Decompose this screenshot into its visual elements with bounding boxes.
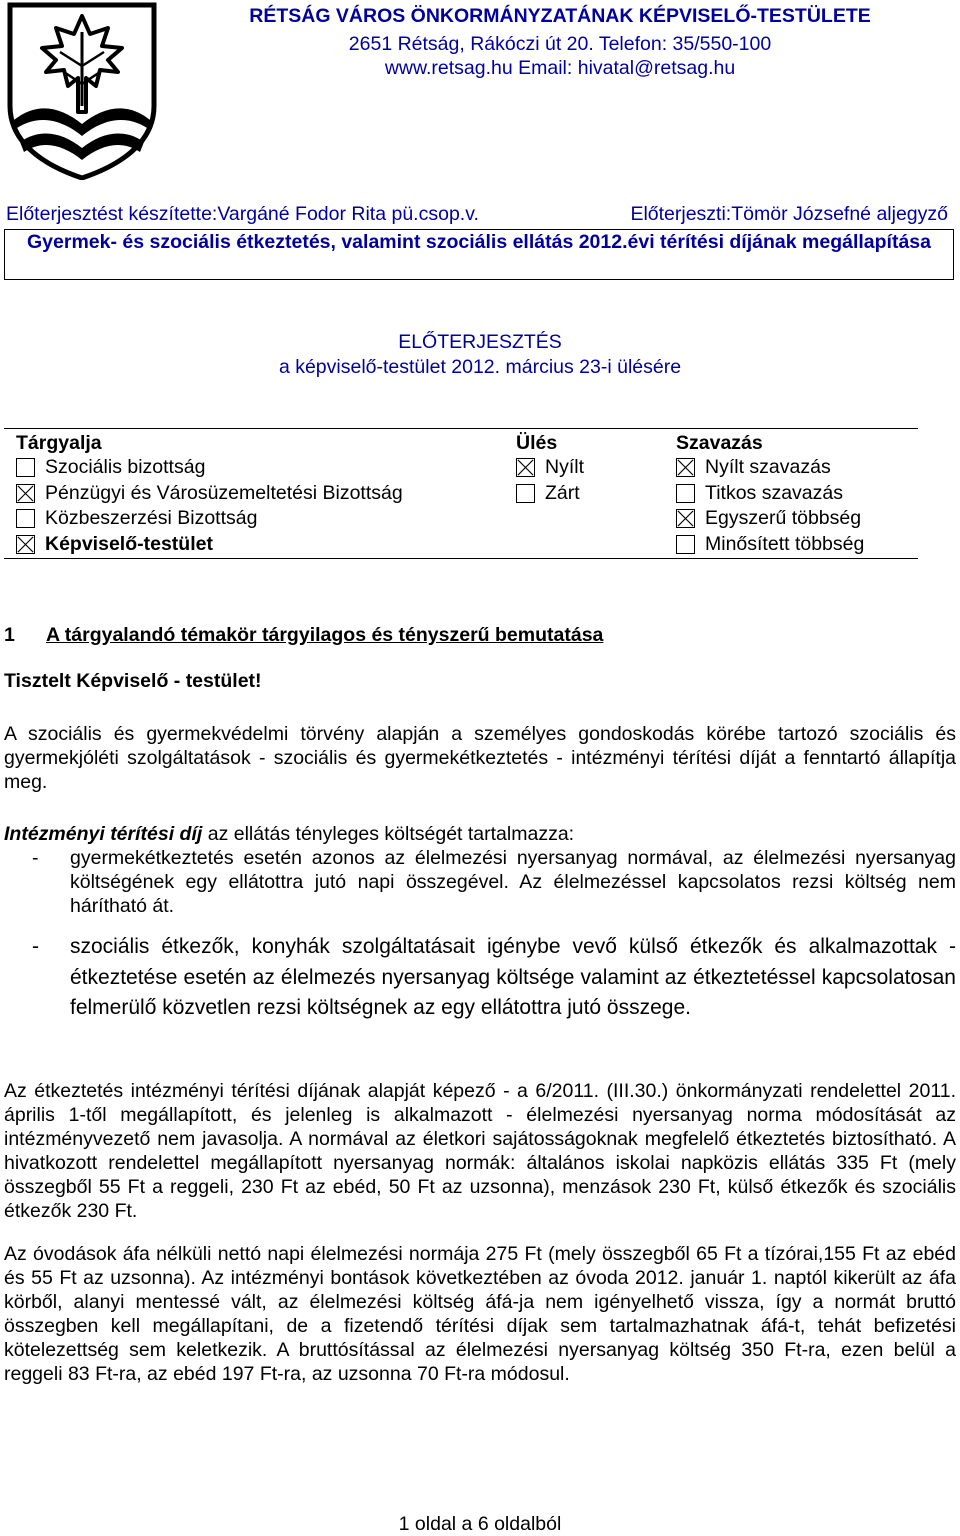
checkbox-checked[interactable]: [16, 484, 35, 503]
table-bottom-rule: [4, 558, 918, 559]
subject-title: Gyermek- és szociális étkeztetés, valamint szociális ellátás 2012.évi térítési díjának megállapítása: [27, 231, 931, 253]
document-type: ELŐTERJESZTÉS: [398, 331, 562, 353]
list-item: [0, 846, 960, 926]
fee-definition-text: az ellátás tényleges költségét tartalmazza:: [202, 823, 575, 845]
municipality-title: RÉTSÁG VÁROS ÖNKORMÁNYZATÁNAK KÉPVISELŐ-TESTÜLETE: [249, 5, 871, 27]
paragraph-kindergarten: Az óvodások áfa nélküli nettó napi élelmezési normája 275 Ft (mely összegből 65 Ft a tízórai,155 Ft az ebéd és 55 Ft az uzsonna). Az intézményi bontások következtében az óvoda 2012. január 1. naptól kikerült az áfa körből, alanyi mentessé vált, az élelmezési költség áfá-ja nem igényelhető vissza, így a normát bruttó összegben kell megállapítani, de a fizetendő térítési díjak sem tartalmazhatnak áfá-t, tehát befizetési kötelezettség sem keletkezik. A bruttósítással az élelmezési nyersanyag költség 350 Ft-ra, ezen belül a reggeli 83 Ft-ra, az ebéd 197 Ft-ra, az uzsonna 70 Ft-ra módosul.: [4, 1243, 956, 1385]
checkbox-unchecked[interactable]: [16, 458, 35, 477]
option-label: Egyszerű többség: [705, 507, 862, 529]
option-label: Nyílt szavazás: [705, 456, 831, 478]
paragraph-fee-definition: [4, 822, 956, 846]
list-dash: -: [32, 847, 39, 869]
list-dash: -: [32, 935, 39, 958]
option-label: Közbeszerzési Bizottság: [45, 507, 258, 529]
list-item-text: gyermekétkeztetés esetén azonos az élelmezési nyersanyag normával, az élelmezési nyersanyag költségének egy ellátottra jutó napi összegével. Az élelmezéssel kapcsolatos rezsi költség nem hárítható át.: [70, 847, 956, 917]
header-voting: Szavazás: [676, 432, 763, 454]
meeting-line: a képviselő-testület 2012. március 23-i ülésére: [278, 356, 682, 378]
municipality-address: 2651 Rétság, Rákóczi út 20. Telefon: 35/550-100: [348, 33, 772, 55]
submitted-by: Előterjeszti:Tömör Józsefné aljegyző: [630, 203, 948, 225]
checkbox-unchecked[interactable]: [676, 535, 695, 554]
salutation: Tisztelt Képviselő - testület!: [4, 670, 262, 692]
page-number: 1 oldal a 6 oldalból: [398, 1513, 562, 1535]
section-title: A tárgyalandó témakör tárgyilagos és tényszerű bemutatása: [46, 624, 604, 646]
checkbox-checked[interactable]: [516, 458, 535, 477]
header-session: Ülés: [516, 432, 558, 454]
coat-of-arms-logo: [6, 2, 158, 180]
header-discusses: Tárgyalja: [16, 432, 102, 454]
option-label: Pénzügyi és Városüzemeltetési Bizottság: [45, 482, 403, 504]
checkbox-checked[interactable]: [16, 535, 35, 554]
list-item-text: szociális étkezők, konyhák szolgáltatásait igénybe vevő külső étkezők és alkalmazottak - étkeztetése esetén az élelmezés nyersanyag költsége valamint az étkeztetéssel kapcsolatosan felmerülő közvetlen rezsi költségnek az egy ellátottra jutó összege.: [70, 935, 956, 1019]
paragraph-legal-basis: A szociális és gyermekvédelmi törvény alapján a személyes gondoskodás körébe tartozó szociális és gyermekjóléti szolgáltatások - szociális és gyermekétkeztetés - intézményi térítési díját a fenntartó állapítja meg.: [4, 723, 956, 793]
prepared-by-line: [6, 202, 954, 226]
municipality-web-email: www.retsag.hu Email: hivatal@retsag.hu: [384, 57, 736, 79]
list-item: [0, 932, 960, 1056]
checkbox-unchecked[interactable]: [516, 484, 535, 503]
option-label: Képviselő-testület: [45, 533, 213, 555]
prepared-by: Előterjesztést készítette:Vargáné Fodor Rita pü.csop.v.: [6, 203, 479, 225]
section-number: 1: [4, 624, 15, 646]
checkbox-checked[interactable]: [676, 509, 695, 528]
option-label: Szociális bizottság: [45, 456, 206, 478]
option-label: Nyílt: [545, 456, 584, 478]
option-label: Zárt: [545, 482, 580, 504]
fee-term: Intézményi térítési díj: [4, 823, 203, 845]
checkbox-unchecked[interactable]: [676, 484, 695, 503]
checkbox-checked[interactable]: [676, 458, 695, 477]
paragraph-norms: Az étkeztetés intézményi térítési díjának alapját képező - a 6/2011. (III.30.) önkormányzati rendelettel 2011. április 1-től megállapított, és jelenleg is alkalmazott - élelmezési nyersanyag norma módosítását az intézményvezető nem javasolja. A normával az életkori sajátosságoknak megfelelő étkeztetés biztosítható. A hivatkozott rendelettel megállapított nyersanyag normák: általános iskolai napközis ellátás 335 Ft (mely összegből 55 Ft a reggeli, 230 Ft az ebéd, 50 Ft az uzsonna), menzások 230 Ft, külső étkezők és szociális étkezők 230 Ft.: [4, 1080, 956, 1222]
option-label: Minősített többség: [705, 533, 865, 555]
table-top-rule: [4, 428, 918, 429]
option-label: Titkos szavazás: [705, 482, 843, 504]
checkbox-unchecked[interactable]: [16, 509, 35, 528]
